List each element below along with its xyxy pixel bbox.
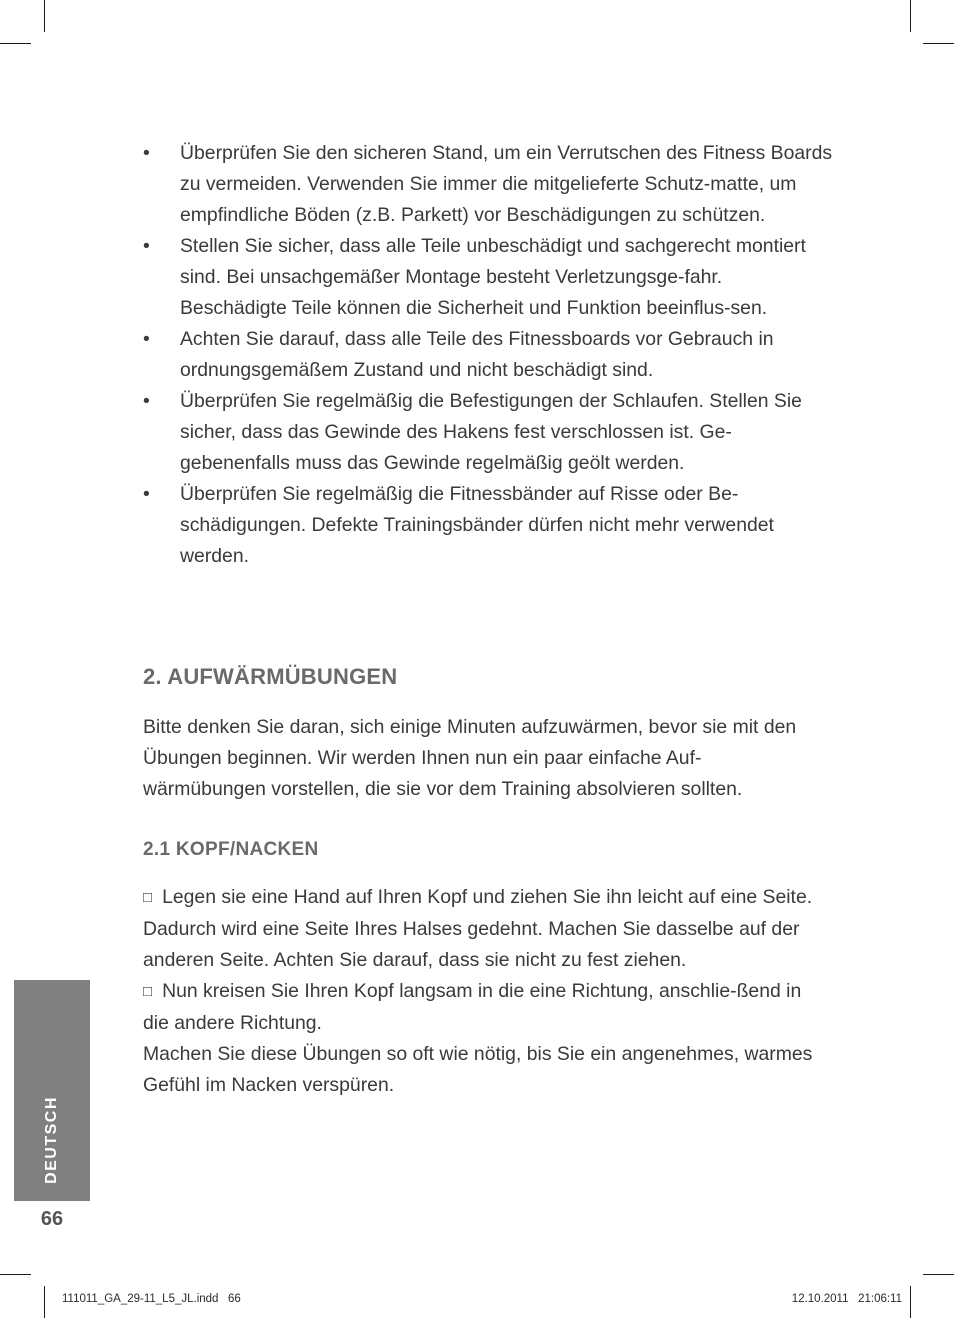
subsection-body: [143, 882, 823, 1101]
subsection-heading: 2.1 KOPF/NACKEN: [143, 839, 319, 860]
safety-bullet-list: [143, 138, 833, 572]
crop-mark: [44, 0, 45, 32]
bullet-symbol: •: [143, 142, 150, 164]
page-number: 66: [40, 1208, 64, 1230]
bullet-text: Überprüfen Sie regelmäßig die Fitnessbänder auf Risse oder Be-schädigungen. Defekte Trainingsbänder dürfen nicht mehr verwendet werden.: [180, 483, 774, 567]
crop-mark: [0, 1274, 31, 1275]
bullet-symbol: •: [143, 390, 150, 412]
list-item: [143, 479, 833, 572]
crop-mark: [44, 1286, 45, 1318]
bullet-text: Achten Sie darauf, dass alle Teile des Fitnessboards vor Gebrauch in ordnungsgemäßem Zustand und nicht beschädigt sind.: [180, 328, 774, 381]
crop-mark: [0, 43, 31, 44]
list-item: [143, 231, 833, 324]
step-text: Nun kreisen Sie Ihren Kopf langsam in die eine Richtung, anschlie-ßend in die andere Richtung.: [143, 980, 802, 1034]
crop-mark: [910, 0, 911, 32]
crop-mark: [923, 43, 954, 44]
section-heading: 2. AUFWÄRMÜBUNGEN: [143, 664, 398, 689]
checkbox-icon: □: [143, 889, 153, 906]
language-label: DEUTSCH: [43, 1096, 60, 1184]
exercise-step: [143, 976, 823, 1039]
list-item: [143, 138, 833, 231]
section-intro: Bitte denken Sie daran, sich einige Minuten aufzuwärmen, bevor sie mit den Übungen beginnen. Wir werden Ihnen nun ein paar einfache Auf-wärmübungen vorstellen, die sie vor dem Training absolvieren sollten.: [143, 716, 797, 800]
bullet-text: Überprüfen Sie regelmäßig die Befestigungen der Schlaufen. Stellen Sie sicher, dass das Gewinde des Hakens fest verschlossen ist. Ge-gebenenfalls muss das Gewinde regelmäßig geölt werden.: [180, 390, 802, 474]
list-item: [143, 324, 833, 386]
checkbox-icon: □: [143, 983, 153, 1000]
bullet-text: Stellen Sie sicher, dass alle Teile unbeschädigt und sachgerecht montiert sind. Bei unsachgemäßer Montage besteht Verletzungsge-fahr. Beschädigte Teile können die Sicherheit und Funktion beeinflus-sen.: [180, 235, 806, 319]
exercise-step: [143, 882, 823, 976]
print-slug-date: 12.10.2011 21:06:11: [791, 1293, 902, 1305]
bullet-text: Überprüfen Sie den sicheren Stand, um ein Verrutschen des Fitness Boards zu vermeiden. Verwenden Sie immer die mitgelieferte Schutz-matte, um empfindliche Böden (z.B. Parkett) vor Beschädigungen zu schützen.: [180, 142, 833, 226]
closing-text: Machen Sie diese Übungen so oft wie nötig, bis Sie ein angenehmes, warmes Gefühl im Nacken verspüren.: [143, 1043, 813, 1096]
print-slug-file: 111011_GA_29-11_L5_JL.indd 66: [62, 1293, 241, 1305]
bullet-symbol: •: [143, 483, 150, 505]
bullet-symbol: •: [143, 235, 150, 257]
crop-mark: [910, 1286, 911, 1318]
list-item: [143, 386, 833, 479]
bullet-symbol: •: [143, 328, 150, 350]
step-text: Legen sie eine Hand auf Ihren Kopf und ziehen Sie ihn leicht auf eine Seite. Dadurch wird eine Seite Ihres Halses gedehnt. Machen Sie dasselbe auf der anderen Seite. Achten Sie darauf, dass sie nicht zu fest ziehen.: [143, 886, 813, 971]
language-tab: [14, 980, 90, 1201]
crop-mark: [923, 1274, 954, 1275]
